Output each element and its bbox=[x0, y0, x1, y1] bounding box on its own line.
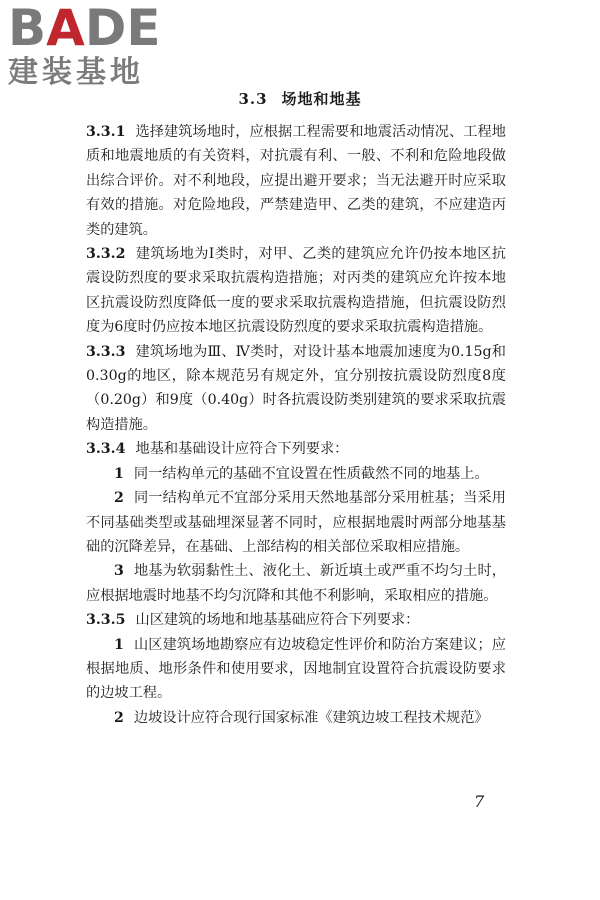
clause-text: 选择建筑场地时，应根据工程需要和地震活动情况、工程地质和地震地质的有关资料，对抗震有利、一般、不利和危险地段做出综合评价。对不利地段，应提出避开要求；当无法避开时应采取有效的措施。对危险地段，严禁建造甲、乙类的建筑，不应建造丙类的建筑。 bbox=[86, 124, 506, 238]
item-text: 边坡设计应符合现行国家标准《建筑边坡工程技术规范》 bbox=[133, 709, 489, 726]
logo-brand bbox=[8, 0, 183, 57]
clause-number: 3.3.3 bbox=[86, 343, 126, 360]
section-title bbox=[0, 88, 600, 109]
clause-3-3-4-item-2 bbox=[86, 486, 506, 559]
item-number: 1 bbox=[114, 636, 124, 653]
clause-3-3-2 bbox=[86, 242, 506, 340]
clause-text: 建筑场地为Ⅰ类时，对甲、乙类的建筑应允许仍按本地区抗震设防烈度的要求采取抗震构造措施；对丙类的建筑应允许按本地区抗震设防烈度降低一度的要求采取抗震构造措施，但抗震设防烈度为6度时仍应按本地区抗震设防烈度的要求采取抗震构造措施。 bbox=[86, 246, 506, 336]
item-text: 地基为软弱黏性土、液化土、新近填土或严重不均匀土时，应根据地震时地基不均匀沉降和其他不利影响，采取相应的措施。 bbox=[86, 563, 506, 604]
clause-3-3-1 bbox=[86, 120, 506, 242]
item-number: 3 bbox=[114, 563, 124, 580]
clause-text: 地基和基础设计应符合下列要求： bbox=[135, 441, 349, 458]
clause-text: 建筑场地为Ⅲ、Ⅳ类时，对设计基本地震加速度为0.15g和0.30g的地区，除本规范另有规定外，宜分别按抗震设防烈度8度（0.20g）和9度（0.40g）时各抗震设防类别建筑的要求采取抗震构造措施。 bbox=[86, 343, 506, 433]
item-text: 同一结构单元的基础不宜设置在性质截然不同的地基上。 bbox=[133, 465, 489, 482]
clause-3-3-5 bbox=[86, 608, 506, 632]
clause-3-3-3 bbox=[86, 340, 506, 438]
clause-3-3-4-item-1 bbox=[86, 462, 506, 486]
section-number: 3.3 bbox=[238, 90, 268, 108]
clause-3-3-5-item-1 bbox=[86, 633, 506, 706]
section-title-text: 场地和地基 bbox=[281, 90, 362, 108]
logo-brand-de: DE bbox=[84, 0, 161, 57]
clause-number: 3.3.2 bbox=[86, 246, 126, 263]
item-text: 山区建筑场地勘察应有边坡稳定性评价和防治方案建议；应根据地质、地形条件和使用要求，因地制宜设置符合抗震设防要求的边坡工程。 bbox=[86, 636, 506, 702]
item-number: 1 bbox=[114, 465, 124, 482]
clause-number: 3.3.4 bbox=[86, 441, 126, 458]
logo-subtitle: 建装基地 bbox=[8, 55, 144, 90]
page-number: 7 bbox=[474, 792, 485, 811]
logo bbox=[8, 2, 183, 90]
logo-brand-a: A bbox=[46, 0, 85, 57]
clause-3-3-4 bbox=[86, 437, 506, 461]
logo-brand-b: B bbox=[8, 0, 47, 57]
item-number: 2 bbox=[114, 490, 124, 507]
document-body bbox=[86, 120, 506, 730]
clause-3-3-5-item-2 bbox=[86, 706, 506, 730]
clause-number: 3.3.1 bbox=[86, 124, 126, 140]
clause-3-3-4-item-3 bbox=[86, 559, 506, 608]
clause-number: 3.3.5 bbox=[86, 612, 126, 629]
item-text: 同一结构单元不宜部分采用天然地基部分采用桩基；当采用不同基础类型或基础埋深显著不同时，应根据地震时两部分地基基础的沉降差异，在基础、上部结构的相关部位采取相应措施。 bbox=[86, 490, 506, 555]
clause-text: 山区建筑的场地和地基基础应符合下列要求： bbox=[135, 612, 420, 629]
item-number: 2 bbox=[114, 709, 124, 726]
